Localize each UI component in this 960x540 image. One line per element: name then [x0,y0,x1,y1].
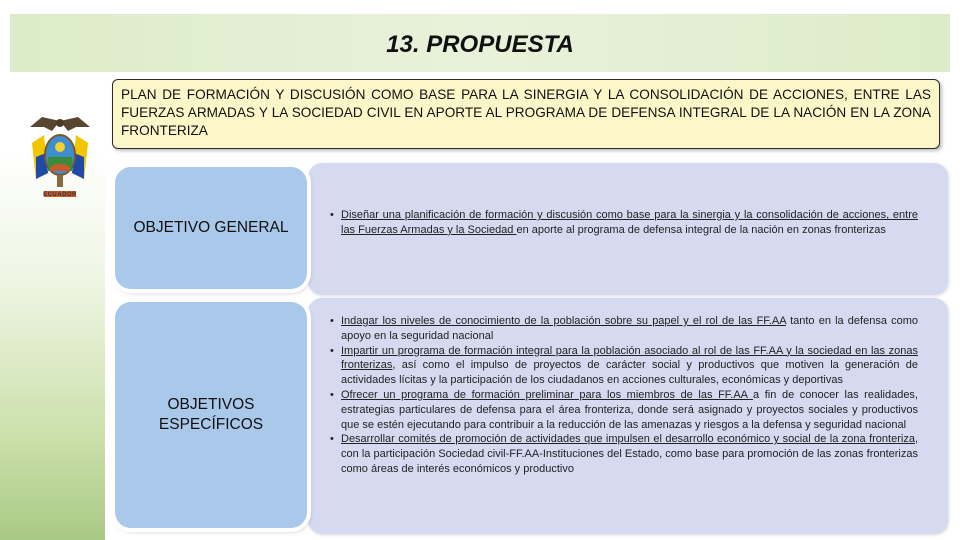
plan-box [112,79,940,149]
list-item: • Desarrollar comités de promoción de actividades que impulsen el desarrollo económico y social de la zona fronteriza, con la participación Sociedad civil-FF.AA-Instituciones del Estado, como base para promoción de las zonas fronterizas como áreas de interés económicos y productivo [330,432,918,476]
emblem-label: ECUADOR [43,192,77,198]
list-item: • Impartir un programa de formación integral para la población asociado al rol de las FF.AA y la sociedad en las zonas fronterizas, así como el impulso de proyectos de carácter social y productivos que motiven la generación de actividades lícitas y la participación de los ciudadanos en acciones culturales, económicas y deportivas [330,344,918,388]
objetivo-general-list [330,208,918,238]
objetivo-general-label-box [115,167,307,289]
objetivos-especificos-label: OBJETIVOS ESPECÍFICOS [158,396,264,433]
objetivos-especificos-label-box [115,302,307,528]
objetivo-general-label: OBJETIVO GENERAL [133,219,289,236]
side-decorative-stripe [0,150,105,540]
objetivos-especificos-list [330,314,918,477]
title-bar [10,14,950,72]
list-item: • Ofrecer un programa de formación preliminar para los miembros de las FF.AA a fin de conocer las realidades, estrategias particulares de defensa para el área fronteriza, donde será asignado y proyectos sociales y productivos que se estén ejecutando para contribuir a la reducción de las amenazas y riesgos a la defensa y seguridad nacional [330,388,918,432]
list-item: • Diseñar una planificación de formación y discusión como base para la sinergia y la consolidación de acciones, entre las Fuerzas Armadas y la Sociedad en aporte al programa de defensa integral de la nación en zonas fronterizas [330,208,918,238]
list-item: • Indagar los niveles de conocimiento de la población sobre su papel y el rol de las FF.AA tanto en la defensa como apoyo en la seguridad nacional [330,314,918,344]
plan-text: PLAN DE FORMACIÓN Y DISCUSIÓN COMO BASE PARA LA SINERGIA Y LA CONSOLIDACIÓN DE ACCIONES, ENTRE LAS FUERZAS ARMADAS Y LA SOCIEDAD CIVIL EN APORTE AL PROGRAMA DE DEFENSA INTEGRAL DE LA NACIÓN EN LA ZONA FRONTERIZA [121,87,931,138]
slide-title: 13. PROPUESTA [386,31,574,58]
